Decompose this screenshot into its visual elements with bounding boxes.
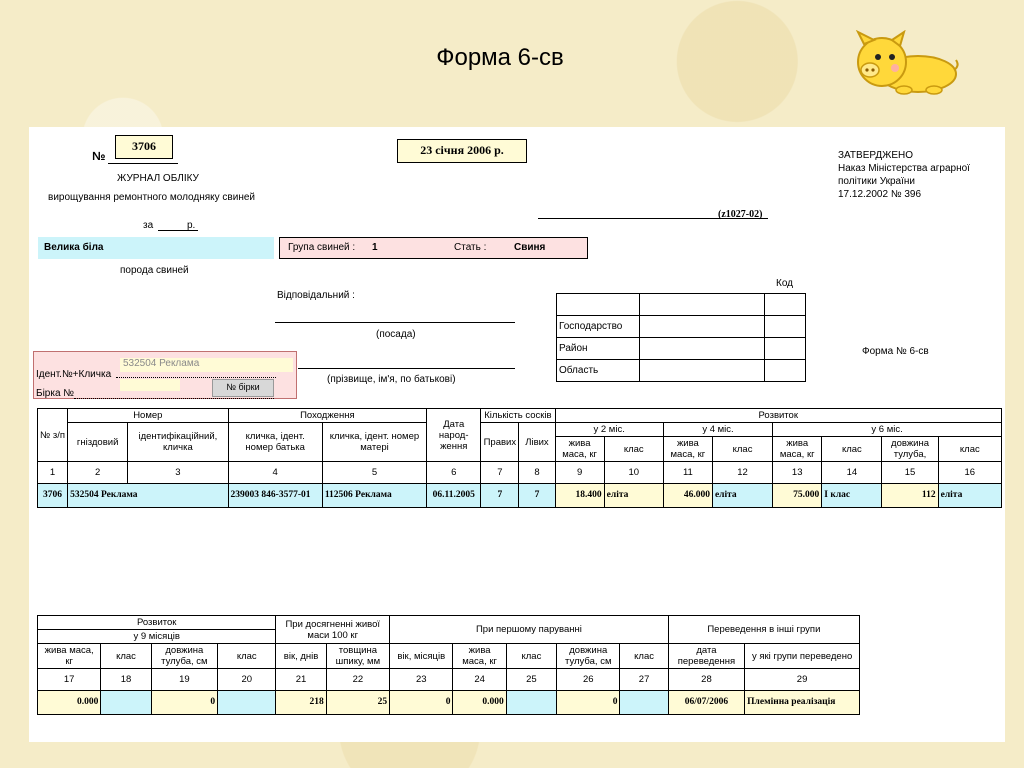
col-number: 6 — [427, 462, 481, 484]
cell-class-mating[interactable] — [506, 691, 556, 715]
name-line — [298, 368, 515, 369]
group-label: Група свиней : — [288, 242, 356, 253]
col-number: 5 — [322, 462, 426, 484]
year-suffix: р. — [187, 220, 196, 231]
cell-age-months[interactable]: 0 — [390, 691, 453, 715]
code-row-label: Область — [557, 360, 640, 382]
col-number: 25 — [506, 669, 556, 691]
table-header-row — [38, 616, 860, 630]
code-row-label: Район — [557, 338, 640, 360]
sex-value[interactable]: Свиня — [514, 242, 546, 253]
col-header: жива маса, кг — [38, 644, 101, 669]
journal-subtitle: вирощування ремонтного молодняку свиней — [48, 192, 255, 203]
col-header: клас — [101, 644, 151, 669]
ident-label: Ідент.№+Кличка — [36, 369, 112, 380]
approved-block — [838, 149, 970, 201]
code-row-code[interactable] — [765, 360, 806, 382]
cell-class2-mating[interactable] — [620, 691, 668, 715]
column-number-row — [38, 669, 860, 691]
group-value[interactable]: 1 — [372, 242, 378, 253]
cell-right[interactable]: 7 — [481, 484, 519, 508]
number-line — [108, 163, 178, 164]
col-number: 28 — [668, 669, 744, 691]
col-number: 20 — [218, 669, 276, 691]
breed-label: порода свиней — [120, 265, 189, 276]
code-row-code[interactable] — [765, 294, 806, 316]
col-header: Розвиток — [555, 409, 1001, 423]
form-number-field[interactable]: 3706 — [115, 135, 173, 159]
column-number-row — [38, 462, 1002, 484]
approved-line: ЗАТВЕРДЖЕНО — [838, 150, 914, 161]
code-row-value[interactable] — [640, 316, 765, 338]
col-header: клас — [506, 644, 556, 669]
col-number: 10 — [604, 462, 663, 484]
col-number: 21 — [276, 669, 326, 691]
cell-weight-9m[interactable]: 0.000 — [38, 691, 101, 715]
code-row-label: Господарство — [557, 316, 640, 338]
cell-transfer-group[interactable]: Племінна реалізація — [745, 691, 860, 715]
slide-title: Форма 6-св — [436, 44, 564, 71]
responsible-label: Відповідальний : — [277, 290, 355, 301]
col-header: При досягненні живої маси 100 кг — [276, 616, 390, 644]
col-header: у 4 міс. — [663, 423, 772, 437]
approved-line: 17.12.2002 № 396 — [838, 189, 922, 200]
cell-length-9m[interactable]: 0 — [151, 691, 217, 715]
col-header: гніздовий — [68, 423, 128, 462]
cell-class2-6m[interactable]: еліта — [938, 484, 1001, 508]
col-header: дата переведення — [668, 644, 744, 669]
col-header: клас — [712, 437, 772, 462]
approved-line: політики України — [838, 176, 916, 187]
col-header: ідентифікаційний, кличка — [128, 423, 228, 462]
cell-nest[interactable]: 532504 Реклама — [68, 484, 228, 508]
ident-input[interactable]: 532504 Реклама — [120, 358, 293, 372]
cell-weight-2m[interactable]: 18.400 — [555, 484, 604, 508]
col-number: 29 — [745, 669, 860, 691]
col-number: 15 — [882, 462, 938, 484]
cell-age-days[interactable]: 218 — [276, 691, 326, 715]
col-number: 9 — [555, 462, 604, 484]
col-number: 22 — [326, 669, 389, 691]
position-line — [275, 322, 515, 323]
tag-dots — [74, 398, 274, 399]
name-label: (прізвище, ім'я, по батькові) — [327, 374, 456, 385]
cell-left[interactable]: 7 — [519, 484, 555, 508]
col-number: 23 — [390, 669, 453, 691]
col-number: 24 — [453, 669, 506, 691]
col-header: Правих — [481, 423, 519, 462]
group-sex-panel — [279, 237, 588, 259]
form-code: (z1027-02) — [718, 209, 763, 220]
col-number: 26 — [557, 669, 620, 691]
col-number: 18 — [101, 669, 151, 691]
cell-class-9m[interactable] — [101, 691, 151, 715]
col-number: 2 — [68, 462, 128, 484]
approved-line: Наказ Міністерства аграрної — [838, 163, 970, 174]
col-header: довжина тулуба, см — [557, 644, 620, 669]
code-table — [556, 293, 806, 382]
col-number: 17 — [38, 669, 101, 691]
col-number: 7 — [481, 462, 519, 484]
col-number: 27 — [620, 669, 668, 691]
col-header: Переведення в інші групи — [668, 616, 859, 644]
table-header-row — [38, 644, 860, 669]
journal-title: ЖУРНАЛ ОБЛІКУ — [117, 173, 199, 184]
col-header: Лівих — [519, 423, 555, 462]
col-header: При першому паруванні — [390, 616, 669, 644]
col-header: товщина шпику, мм — [326, 644, 389, 669]
code-row-label — [557, 294, 640, 316]
cell-class2-9m[interactable] — [218, 691, 276, 715]
development-table — [37, 408, 1002, 508]
table-row — [557, 294, 806, 316]
col-header: № з/п — [38, 409, 68, 462]
col-header: Номер — [68, 409, 228, 423]
code-row-value[interactable] — [640, 294, 765, 316]
col-header: у 9 місяців — [38, 630, 276, 644]
ident-dots — [116, 377, 276, 378]
col-number: 4 — [228, 462, 322, 484]
cell-transfer-date[interactable]: 06/07/2006 — [668, 691, 744, 715]
col-header: кличка, ідент. номер батька — [228, 423, 322, 462]
code-row-code[interactable] — [765, 316, 806, 338]
cell-weight-6m[interactable]: 75.000 — [773, 484, 822, 508]
col-number: 1 — [38, 462, 68, 484]
table-row — [38, 691, 860, 715]
cell-mother[interactable]: 112506 Реклама — [322, 484, 426, 508]
year-prefix: за — [143, 220, 154, 231]
position-label: (посада) — [376, 329, 416, 340]
table-header-row — [38, 423, 1002, 437]
table-row — [557, 338, 806, 360]
col-header: клас — [620, 644, 668, 669]
col-number: 8 — [519, 462, 555, 484]
cell-no[interactable]: 3706 — [38, 484, 68, 508]
col-header: клас — [938, 437, 1001, 462]
col-number: 13 — [773, 462, 822, 484]
col-header: Розвиток — [38, 616, 276, 630]
pig-mascot-icon — [848, 30, 960, 96]
cell-fat[interactable]: 25 — [326, 691, 389, 715]
cell-class-2m[interactable]: еліта — [604, 484, 663, 508]
col-header: клас — [218, 644, 276, 669]
cell-class-4m[interactable]: еліта — [712, 484, 772, 508]
cell-length-mating[interactable]: 0 — [557, 691, 620, 715]
col-header: кличка, ідент. номер матері — [322, 423, 426, 462]
col-number: 12 — [712, 462, 772, 484]
col-header: довжина тулуба, — [882, 437, 938, 462]
code-row-code[interactable] — [765, 338, 806, 360]
table-row — [557, 316, 806, 338]
cell-length-6m[interactable]: 112 — [882, 484, 938, 508]
col-header: клас — [604, 437, 663, 462]
cell-father[interactable]: 239003 846-3577-01 — [228, 484, 322, 508]
cell-weight-mating[interactable]: 0.000 — [453, 691, 506, 715]
second-table — [37, 615, 860, 715]
col-number: 3 — [128, 462, 228, 484]
breed-field[interactable]: Велика біла — [38, 237, 274, 259]
cell-class-6m[interactable]: I клас — [822, 484, 882, 508]
col-number: 14 — [822, 462, 882, 484]
col-header: жива маса, кг — [663, 437, 712, 462]
col-header: у 6 міс. — [773, 423, 1002, 437]
col-header: Походження — [228, 409, 427, 423]
table-row — [557, 360, 806, 382]
tag-label: Бірка № — [36, 388, 75, 399]
tag-input[interactable] — [120, 379, 180, 391]
ident-panel — [33, 351, 297, 399]
tag-number-button[interactable]: № бірки — [212, 379, 274, 397]
code-header: Код — [776, 278, 794, 289]
number-label: № — [92, 149, 106, 163]
col-number: 16 — [938, 462, 1001, 484]
col-header: довжина тулуба, см — [151, 644, 217, 669]
cell-weight-4m[interactable]: 46.000 — [663, 484, 712, 508]
form-name-right: Форма № 6-св — [862, 346, 929, 357]
col-number: 11 — [663, 462, 712, 484]
col-header: жива маса, кг — [773, 437, 822, 462]
col-header: вік, місяців — [390, 644, 453, 669]
col-header: жива маса, кг — [555, 437, 604, 462]
code-row-value[interactable] — [640, 338, 765, 360]
sex-label: Стать : — [454, 242, 487, 253]
col-header: жива маса, кг — [453, 644, 506, 669]
col-header: у які групи переведено — [745, 644, 860, 669]
table-row — [38, 484, 1002, 508]
col-header: у 2 міс. — [555, 423, 663, 437]
cell-birth[interactable]: 06.11.2005 — [427, 484, 481, 508]
col-header: вік, днів — [276, 644, 326, 669]
form-date-field[interactable]: 23 січня 2006 р. — [397, 139, 527, 163]
col-header: Кількість сосків — [481, 409, 555, 423]
col-header: Дата народ-ження — [427, 409, 481, 462]
col-header: клас — [822, 437, 882, 462]
table-header-row — [38, 409, 1002, 423]
col-number: 19 — [151, 669, 217, 691]
code-row-value[interactable] — [640, 360, 765, 382]
